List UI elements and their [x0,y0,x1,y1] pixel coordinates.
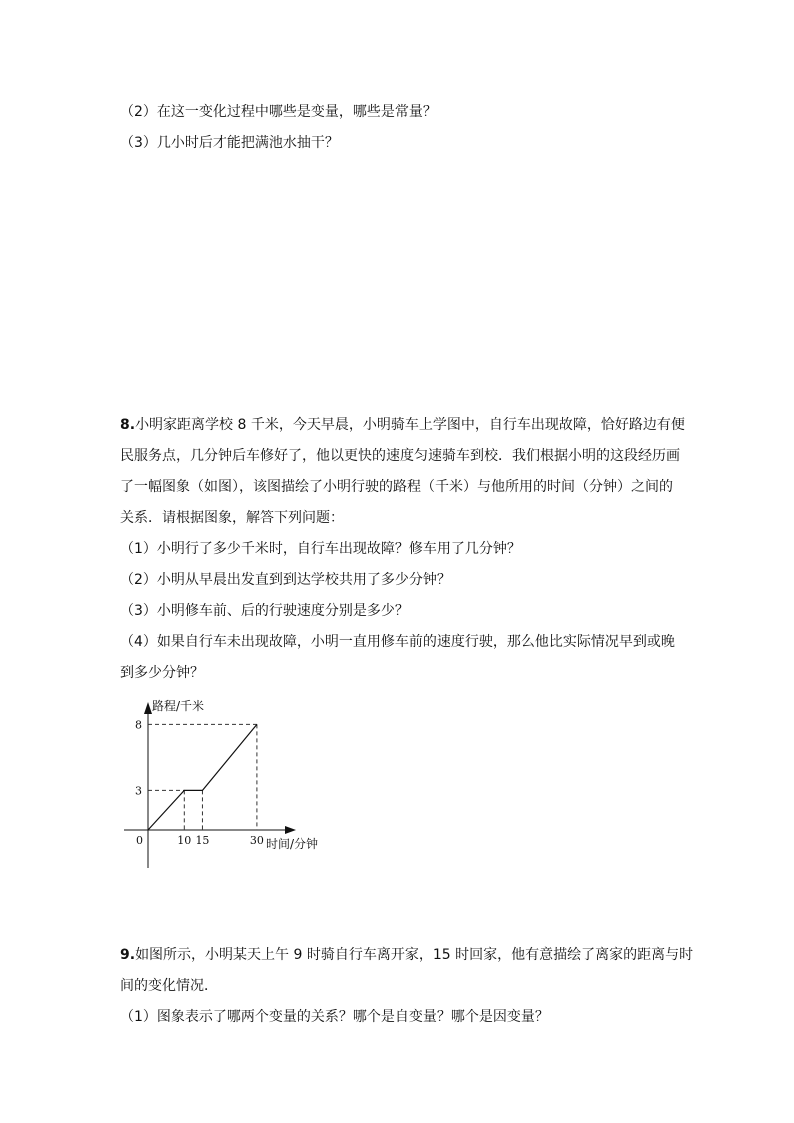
y-axis-arrow-icon [144,702,152,714]
q8-sub4-line1: （4）如果自行车未出现故障，小明一直用修车前的速度行驶，那么他比实际情况早到或晚 [120,634,675,650]
q9-number: 9. [120,947,136,963]
q8-sub1: （1）小明行了多少千米时，自行车出现故障？修车用了几分钟？ [120,541,521,557]
q8-line4: 关系．请根据图象，解答下列问题： [120,510,344,526]
x-tick-label-15: 15 [195,834,210,847]
x-tick-label-30: 30 [249,834,264,847]
origin-label: 0 [136,834,143,847]
q8-line2: 民服务点，几分钟后车修好了，他以更快的速度匀速骑车到校．我们根据小明的这段经历画 [120,448,680,464]
q9-line1 [120,945,694,965]
q8-text-1: 小明家距离学校 8 千米，今天早晨，小明骑车上学图中，自行车出现故障，恰好路边有便 [135,417,685,433]
y-tick-label-8: 8 [135,718,142,732]
q9-text-1: 如图所示，小明某天上午 9 时骑自行车离开家，15 时回家，他有意描绘了离家的距离与时 [135,947,694,963]
y-tick-label-3: 3 [135,784,142,798]
q8-sub3: （3）小明修车前、后的行驶速度分别是多少？ [120,603,409,619]
q9-line2: 间的变化情况． [120,978,218,994]
x-axis-arrow-icon [285,826,296,834]
q8-sub4-line2: 到多少分钟？ [120,665,204,681]
y-axis-label: 路程/千米 [152,699,205,713]
x-axis-label: 时间/分钟 [266,837,319,851]
q8-line3: 了一幅图象（如图），该图描绘了小明行驶的路程（千米）与他所用的时间（分钟）之间的 [120,479,673,495]
x-tick-label-10: 10 [177,834,192,847]
q8-number: 8. [120,417,136,433]
q7-sub3: （3）几小时后才能把满池水抽干？ [120,135,339,151]
q9-sub1: （1）图象表示了哪两个变量的关系？哪个是自变量？哪个是因变量？ [120,1009,549,1025]
distance-time-chart [110,692,340,872]
q8-line1 [120,415,685,435]
q7-sub2: （2）在这一变化过程中哪些是变量，哪些是常量？ [120,104,437,120]
q8-sub2: （2）小明从早晨出发直到到达学校共用了多少分钟？ [120,572,451,588]
